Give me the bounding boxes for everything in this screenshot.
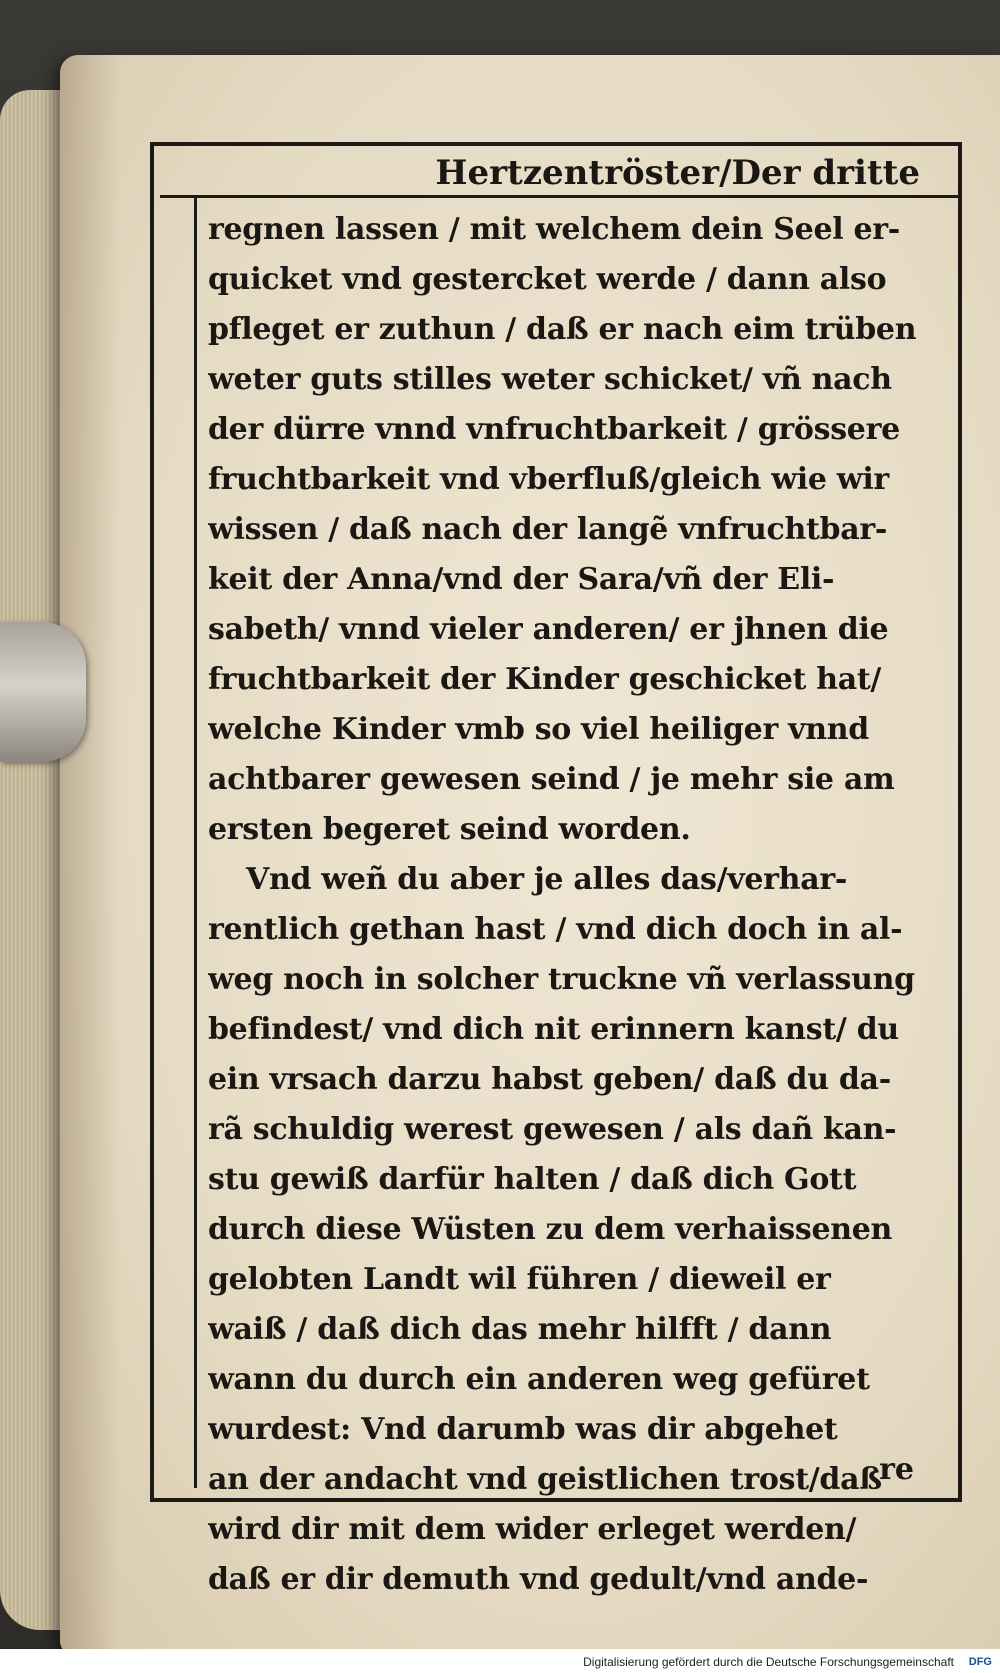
text-line: ein vrsach darzu habst geben/ daß du da- xyxy=(208,1062,891,1097)
text-line: der dürre vnnd vnfruchtbarkeit / grössere xyxy=(208,412,900,447)
text-line: gelobten Landt wil führen / dieweil er xyxy=(208,1262,831,1297)
text-line: durch diese Wüsten zu dem verhaissenen xyxy=(208,1212,893,1247)
text-line: regnen lassen / mit welchem dein Seel er- xyxy=(208,212,900,247)
text-line: pfleget er zuthun / daß er nach eim trüben xyxy=(208,312,917,347)
text-line: wurdest: Vnd darumb was dir abgehet xyxy=(208,1412,838,1447)
text-line: weter guts stilles weter schicket/ vñ nach xyxy=(208,362,892,397)
text-line: rentlich gethan hast / vnd dich doch in al- xyxy=(208,912,903,947)
funding-credit: Digitalisierung gefördert durch die Deutsche Forschungsgemeinschaft xyxy=(583,1655,954,1669)
text-line: wann du durch ein anderen weg gefüret xyxy=(208,1362,870,1397)
dfg-logo: DFG xyxy=(968,1656,992,1668)
text-line: stu gewiß darfür halten / daß dich Gott xyxy=(208,1162,857,1197)
text-line: daß er dir demuth vnd gedult/vnd ande- xyxy=(208,1562,869,1597)
text-line: achtbarer gewesen seind / je mehr sie am xyxy=(208,762,895,797)
text-line: an der andacht vnd geistlichen trost/daß xyxy=(208,1462,882,1497)
text-line: welche Kinder vmb so viel heiliger vnnd xyxy=(208,712,869,747)
text-line: weg noch in solcher truckne vñ verlassung xyxy=(208,962,915,997)
body-text xyxy=(208,205,948,1605)
paragraph-start-line: Vnd weñ du aber je alles das/verhar- xyxy=(246,862,847,897)
catchword: re xyxy=(879,1452,914,1487)
digitization-footer xyxy=(0,1649,1000,1673)
text-line: fruchtbarkeit vnd vberfluß/gleich wie wir xyxy=(208,462,889,497)
text-line: rã schuldig werest gewesen / als dañ kan- xyxy=(208,1112,897,1147)
text-line: waiß / daß dich das mehr hilfft / dann xyxy=(208,1312,832,1347)
text-line: sabeth/ vnnd vieler anderen/ er jhnen die xyxy=(208,612,889,647)
text-line: befindest/ vnd dich nit erinnern kanst/ du xyxy=(208,1012,899,1047)
text-line: fruchtbarkeit der Kinder geschicket hat/ xyxy=(208,662,882,697)
running-title: Hertzentröster/Der dritte xyxy=(160,150,960,198)
margin-rule xyxy=(194,198,197,1488)
text-line: wird dir mit dem wider erleget werden/ xyxy=(208,1512,857,1547)
text-line: keit der Anna/vnd der Sara/vñ der Eli- xyxy=(208,562,835,597)
text-line: wissen / daß nach der langẽ vnfruchtbar- xyxy=(208,512,888,547)
page-clip xyxy=(0,622,86,762)
text-line: quicket vnd gestercket werde / dann also xyxy=(208,262,887,297)
text-line: ersten begeret seind worden. xyxy=(208,812,691,847)
page-gutter-shadow xyxy=(60,55,120,1655)
